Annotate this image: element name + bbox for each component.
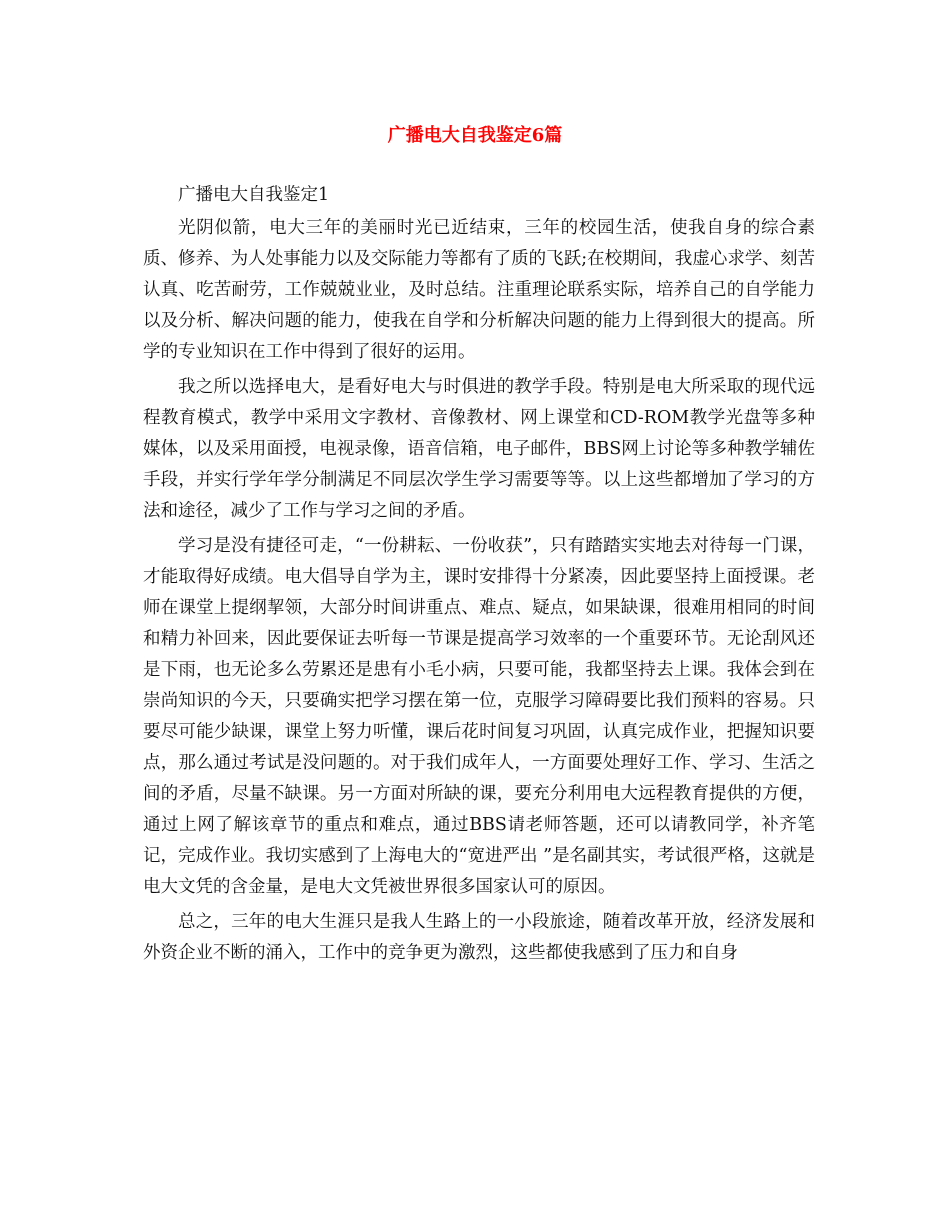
section-heading: 广播电大自我鉴定1 <box>178 185 330 205</box>
document-body <box>143 180 815 973</box>
document-title: 广播电大自我鉴定6篇 <box>387 125 563 146</box>
paragraph-1: 光阴似箭，电大三年的美丽时光已近结束，三年的校园生活，使我自身的综合素质、修养、为人处事能力以及交际能力等都有了质的飞跃;在校期间，我虚心求学、刻苦认真、吃苦耐劳，工作兢兢业业，及时总结。注重理论联系实际，培养自己的自学能力以及分析、解决问题的能力，使我在自学和分析解决问题的能力上得到很大的提高。所学的专业知识在工作中得到了很好的运用。 <box>143 218 815 362</box>
paragraph-4: 总之，三年的电大生涯只是我人生路上的一小段旅途，随着改革开放，经济发展和外资企业不断的涌入，工作中的竞争更为激烈，这些都使我感到了压力和自身 <box>143 912 815 963</box>
paragraph-2: 我之所以选择电大，是看好电大与时俱进的教学手段。特别是电大所采取的现代远程教育模式，教学中采用文字教材、音像教材、网上课堂和CD-ROM教学光盘等多种媒体，以及采用面授，电视录像，语音信箱，电子邮件，BBS网上讨论等多种教学辅佐手段，并实行学年学分制满足不同层次学生学习需要等等。以上这些都增加了学习的方法和途径，减少了工作与学习之间的矛盾。 <box>143 377 815 521</box>
paragraph-3: 学习是没有捷径可走，“一份耕耘、一份收获”，只有踏踏实实地去对待每一门课，才能取得好成绩。电大倡导自学为主，课时安排得十分紧凑，因此要坚持上面授课。老师在课堂上提纲挈领，大部分时间讲重点、难点、疑点，如果缺课，很难用相同的时间和精力补回来，因此要保证去听每一节课是提高学习效率的一个重要环节。无论刮风还是下雨，也无论多么劳累还是患有小毛小病，只要可能，我都坚持去上课。我体会到在崇尚知识的今天，只要确实把学习摆在第一位，克服学习障碍要比我们预料的容易。只要尽可能少缺课，课堂上努力听懂，课后花时间复习巩固，认真完成作业，把握知识要点，那么通过考试是没问题的。对于我们成年人，一方面要处理好工作、学习、生活之间的矛盾，尽量不缺课。另一方面对所缺的课，要充分利用电大远程教育提供的方便，通过上网了解该章节的重点和难点，通过BBS请老师答题，还可以请教同学，补齐笔记，完成作业。我切实感到了上海电大的“宽进严出 ”是名副其实，考试很严格，这就是电大文凭的含金量，是电大文凭被世界很多国家认可的原因。 <box>143 536 815 897</box>
